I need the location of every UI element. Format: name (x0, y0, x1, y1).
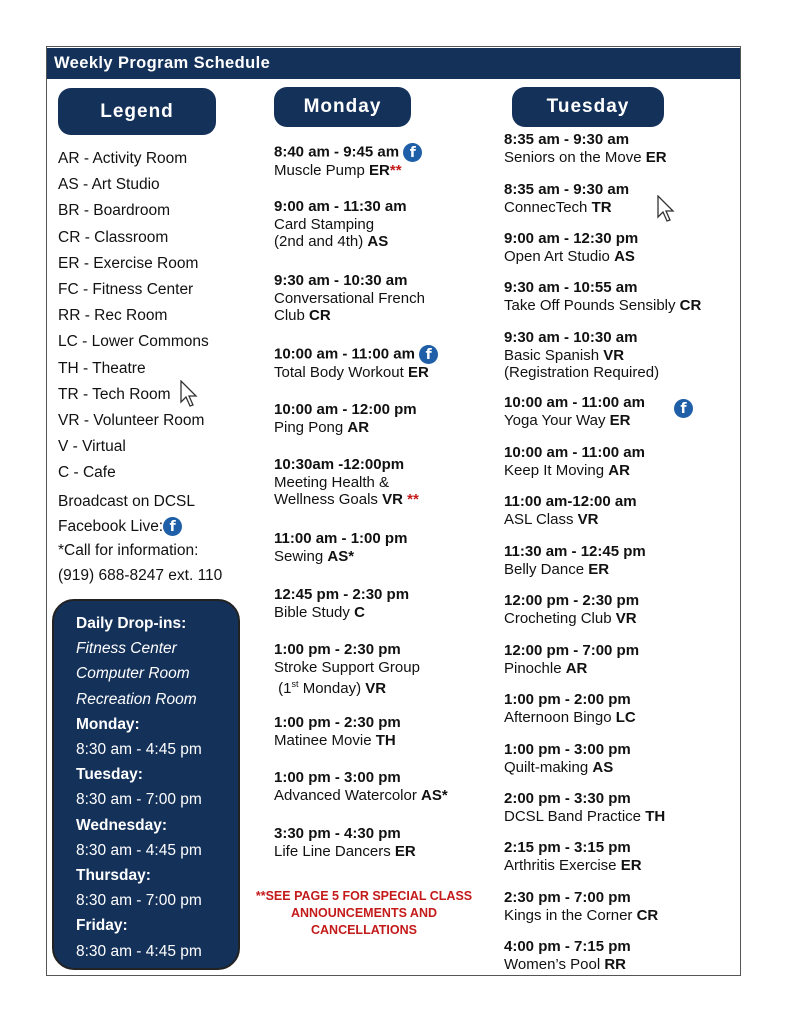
entry-name: Belly Dance (504, 560, 585, 578)
legend-item: AR - Activity Room (58, 150, 188, 167)
entry-room: ER (369, 162, 390, 179)
dropin-day: Monday: (76, 715, 140, 733)
entry-name: ASL Class (504, 510, 574, 528)
entry-name-line2: Club (274, 307, 305, 324)
dropin-day: Thursday: (76, 867, 151, 885)
legend-notes (58, 490, 248, 588)
entry-name: Crocheting Club (504, 609, 612, 627)
legend-item: FC - Fitness Center (58, 280, 194, 298)
legend-item: CR - Classroom (58, 228, 169, 246)
schedule-entry (274, 530, 407, 565)
entry-name: Muscle Pump (274, 162, 365, 179)
schedule-entry (504, 592, 639, 627)
schedule-entry (504, 444, 645, 479)
entry-name: Women’s Pool (504, 955, 601, 973)
entry-room: VR (577, 510, 599, 528)
entry-time: 12:00 pm - 2:30 pm (504, 592, 640, 609)
entry-room: LC (615, 708, 636, 726)
dropin-hours: 8:30 am - 4:45 pm (76, 942, 202, 960)
entry-room: VR (603, 346, 625, 364)
entry-name: Card Stamping (274, 215, 375, 233)
entry-time: 2:00 pm - 3:30 pm (504, 790, 631, 807)
entry-room: RR (604, 955, 627, 973)
entry-room: ER (620, 856, 642, 874)
entry-name: Sewing (274, 547, 324, 565)
schedule-entry (504, 790, 665, 825)
entry-time: 9:30 am - 10:30 am (274, 272, 408, 289)
entry-room: CR (679, 296, 702, 314)
entry-name: Total Body Workout (274, 364, 404, 381)
entry-name: Basic Spanish (504, 346, 604, 364)
entry-time: 12:45 pm - 2:30 pm (274, 586, 410, 603)
entry-time: 10:00 am - 11:00 am (504, 444, 645, 461)
entry-name: Yoga Your Way (504, 411, 606, 429)
entry-time: 10:30am -12:00pm (274, 456, 405, 473)
schedule-entry (504, 938, 631, 973)
legend-item: ER - Exercise Room (58, 254, 199, 272)
schedule-entry (274, 345, 438, 382)
schedule-entry (504, 181, 629, 216)
entry-time: 9:30 am - 10:55 am (504, 279, 638, 296)
entry-name: Arthritis Exercise (504, 856, 617, 874)
entry-name: Quilt-making (504, 758, 589, 776)
dropin-day: Tuesday: (76, 766, 143, 784)
schedule-entry (274, 641, 420, 698)
entry-room: AS* (327, 547, 355, 565)
entry-name-line2: (Registration Required) (504, 364, 660, 381)
entry-time: 1:00 pm - 3:00 pm (274, 769, 401, 786)
entry-room: ER (645, 148, 667, 166)
entry-time: 9:00 am - 12:30 pm (504, 230, 639, 247)
entry-time: 4:00 pm - 7:15 pm (504, 938, 631, 955)
dropin-day: Wednesday: (76, 816, 168, 834)
entry-room: AS (367, 233, 389, 250)
entry-name: Matinee Movie (274, 731, 372, 749)
entry-room: AS (592, 758, 614, 776)
schedule-entry (504, 543, 646, 578)
entry-name-line2: Wellness Goals (274, 491, 378, 508)
schedule-entry (504, 131, 667, 166)
facebook-live-line: Facebook Live: f (58, 515, 248, 540)
schedule-entry (504, 741, 631, 776)
legend-item: V - Virtual (58, 438, 126, 456)
entry-room: CR (309, 307, 331, 324)
entry-name: Keep It Moving (504, 461, 605, 479)
legend-list (58, 148, 248, 488)
entry-name: Advanced Watercolor (274, 786, 417, 804)
entry-time: 8:35 am - 9:30 am (504, 131, 630, 148)
schedule-entry (274, 769, 448, 804)
entry-room: TH (375, 731, 396, 749)
entry-room: VR (615, 609, 637, 627)
entry-name: Meeting Health & (274, 473, 390, 491)
legend-heading: Legend (58, 88, 216, 135)
facebook-icon[interactable]: f (419, 345, 438, 364)
entry-room: ER (394, 842, 416, 860)
schedule-entry (504, 642, 639, 677)
schedule-entry (504, 889, 658, 924)
schedule-entry (274, 825, 416, 860)
mouse-pointer-icon (179, 380, 201, 408)
special-announcements-notice: **SEE PAGE 5 FOR SPECIAL CLASS ANNOUNCEMENTS AND CANCELLATIONS (255, 889, 473, 937)
entry-time: 11:00 am - 1:00 pm (274, 530, 408, 547)
schedule-entry (274, 198, 407, 251)
facebook-icon[interactable]: f (163, 517, 182, 536)
entry-room: AR (565, 659, 588, 677)
schedule-entry (504, 839, 642, 874)
schedule-entry (504, 230, 638, 265)
entry-time: 9:00 am - 11:30 am (274, 198, 407, 215)
entry-room: AS* (421, 786, 448, 804)
entry-room: TR (591, 198, 612, 216)
entry-name: Pinochle (504, 659, 562, 677)
call-info-line: *Call for information: (58, 542, 199, 560)
legend-item: BR - Boardroom (58, 202, 170, 220)
entry-time: 2:30 pm - 7:00 pm (504, 889, 631, 906)
entry-name: Open Art Studio (504, 247, 610, 265)
entry-name: Take Off Pounds Sensibly (504, 296, 676, 314)
special-mark: ** (389, 162, 402, 179)
entry-time: 1:00 pm - 2:30 pm (274, 641, 401, 658)
schedule-entry (274, 586, 409, 621)
special-mark: ** (407, 491, 419, 508)
entry-room: AS (614, 247, 635, 265)
dropin-place: Computer Room (76, 665, 190, 683)
page-title: Weekly Program Schedule (47, 48, 740, 79)
schedule-entry (504, 279, 701, 314)
entry-time: 10:00 am - 11:00 am (274, 345, 415, 363)
schedule-entry (504, 691, 636, 726)
phone-number: (919) 688-8247 ext. 110 (58, 566, 223, 584)
dropin-hours: 8:30 am - 4:45 pm (76, 841, 202, 859)
entry-time: 3:30 pm - 4:30 pm (274, 825, 401, 842)
schedule-entry (274, 456, 419, 509)
schedule-entry (504, 493, 637, 528)
entry-name: Afternoon Bingo (504, 708, 612, 726)
entry-room: TH (645, 807, 666, 825)
entry-room: VR (365, 680, 387, 697)
entry-time: 1:00 pm - 2:00 pm (504, 691, 631, 708)
schedule-entry (274, 401, 417, 436)
schedule-entry (274, 272, 425, 325)
entry-name: Conversational French (274, 289, 425, 307)
schedule-entry (274, 143, 422, 180)
schedule-entry (274, 714, 401, 749)
entry-time: 11:30 am - 12:45 pm (504, 543, 646, 560)
schedule-entry (504, 394, 645, 429)
entry-name: Seniors on the Move (504, 148, 642, 166)
monday-heading: Monday (274, 87, 411, 127)
entry-room: AR (608, 461, 630, 479)
broadcast-line: Broadcast on DCSL (58, 493, 195, 510)
entry-time: 2:15 pm - 3:15 pm (504, 839, 631, 856)
legend-item: VR - Volunteer Room (58, 411, 205, 429)
dropin-day: Friday: (76, 917, 128, 935)
entry-time: 1:00 pm - 2:30 pm (274, 714, 401, 731)
entry-time: 10:00 am - 11:00 am (504, 394, 645, 411)
entry-time: 8:35 am - 9:30 am (504, 181, 630, 198)
entry-time: 12:00 pm - 7:00 pm (504, 642, 640, 659)
entry-room: CR (636, 906, 659, 924)
entry-time: 8:40 am - 9:45 am (274, 143, 400, 161)
dropins-title: Daily Drop-ins: (76, 615, 187, 632)
ordinal-suffix: st (291, 679, 299, 689)
entry-name-line2: Monday) (298, 680, 362, 697)
legend-item: LC - Lower Commons (58, 333, 209, 351)
entry-name: Ping Pong (274, 418, 344, 436)
legend-item: RR - Rec Room (58, 307, 168, 325)
mouse-pointer-icon (656, 195, 678, 223)
entry-room: ER (407, 364, 429, 381)
facebook-icon[interactable]: f (403, 143, 422, 162)
entry-room: ER (588, 560, 610, 578)
entry-name-line2: (2nd and 4th) (274, 233, 364, 250)
entry-time: 11:00 am-12:00 am (504, 493, 637, 510)
legend-item: C - Cafe (58, 464, 116, 482)
entry-name: Kings in the Corner (504, 906, 633, 924)
legend-item: AS - Art Studio (58, 176, 160, 194)
entry-room: AR (347, 418, 370, 436)
dropin-hours: 8:30 am - 7:00 pm (76, 892, 202, 910)
entry-time: 1:00 pm - 3:00 pm (504, 741, 631, 758)
tuesday-heading: Tuesday (512, 87, 664, 127)
entry-name: Bible Study (274, 603, 350, 621)
entry-name: Life Line Dancers (274, 842, 391, 860)
entry-room: VR (382, 491, 403, 508)
legend-item: TR - Tech Room (58, 385, 171, 403)
entry-time: 9:30 am - 10:30 am (504, 329, 638, 346)
schedule-entry (504, 329, 659, 382)
entry-room: C (354, 603, 365, 621)
entry-name-line2: (1 (278, 680, 292, 697)
legend-item: TH - Theatre (58, 359, 146, 377)
entry-name: ConnecTech (504, 198, 588, 216)
entry-name: DCSL Band Practice (504, 807, 642, 825)
daily-dropins-box (52, 599, 240, 970)
dropin-place: Fitness Center (76, 640, 177, 658)
dropin-place: Recreation Room (76, 690, 197, 708)
entry-room: ER (609, 411, 631, 429)
entry-time: 10:00 am - 12:00 pm (274, 401, 417, 418)
entry-name: Stroke Support Group (274, 658, 420, 676)
dropin-hours: 8:30 am - 7:00 pm (76, 791, 202, 809)
facebook-icon[interactable]: f (674, 399, 693, 418)
dropin-hours: 8:30 am - 4:45 pm (76, 741, 202, 759)
